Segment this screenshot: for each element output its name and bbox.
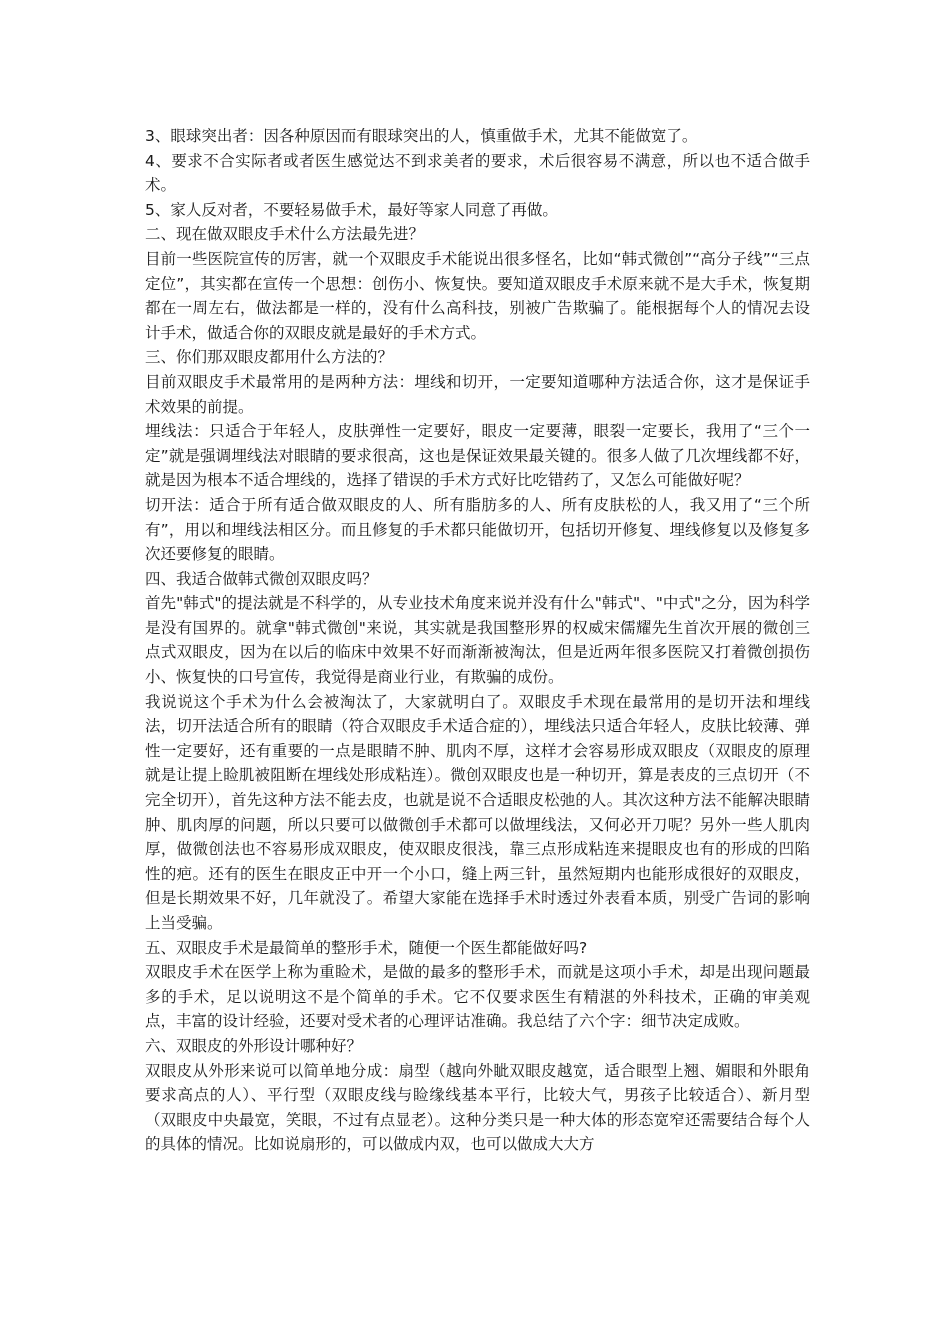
- paragraph-contraindication-3: 3、眼球突出者：因各种原因而有眼球突出的人，慎重做手术，尤其不能做宽了。: [145, 127, 698, 145]
- paragraph-section-4-body-1: 首先"韩式"的提法就是不科学的，从专业技术角度来说并没有什么"韩式"、"中式"之分，因为科学是没有国界的。就拿"韩式微创"来说，其实就是我国整形界的权威宋儒耀先生首次开展的微创三点式双眼皮，因为在以后的临床中效果不好而渐渐被淘汰，但是近两年很多医院又打着微创损伤小、恢复快的口号宣传，我觉得是商业行业，有欺骗的成份。: [145, 594, 810, 687]
- heading-section-6: 六、双眼皮的外形设计哪种好？: [145, 1036, 363, 1055]
- heading-section-5: 五、双眼皮手术是最简单的整形手术，随便一个医生都能做好吗?: [145, 938, 588, 957]
- paragraph-section-6-body: 双眼皮从外形来说可以简单地分成：扇型（越向外眦双眼皮越宽，适合眼型上翘、媚眼和外眼角要求高点的人）、平行型（双眼皮线与睑缘线基本平行，比较大气，男孩子比较适合）、新月型（双眼皮中央最宽，笑眼，不过有点显老）。这种分类只是一种大体的形态宽窄还需要结合每个人的具体的情况。比如说扇形的，可以做成内双，也可以做成大大方: [145, 1061, 810, 1154]
- paragraph-section-3-intro: 目前双眼皮手术最常用的是两种方法：埋线和切开，一定要知道哪种方法适合你，这才是保证手术效果的前提。: [145, 372, 810, 416]
- paragraph-suture-method: 埋线法：只适合于年轻人，皮肤弹性一定要好，眼皮一定要薄，眼裂一定要长，我用了“三个一定”就是强调埋线法对眼睛的要求很高，这也是保证效果最关键的。很多人做了几次埋线都不好，就是因为根本不适合埋线的，选择了错误的手术方式好比吃错药了，又怎么可能做好呢？: [145, 422, 810, 490]
- paragraph-incision-method: 切开法：适合于所有适合做双眼皮的人、所有脂肪多的人、所有皮肤松的人，我又用了“三个所有”，用以和埋线法相区分。而且修复的手术都只能做切开，包括切开修复、埋线修复以及修复多次还要修复的眼睛。: [145, 495, 810, 564]
- paragraph-contraindication-4: 4、要求不合实际者或者医生感觉达不到求美者的要求，术后很容易不满意，所以也不适合做手术。: [145, 151, 810, 195]
- paragraph-section-5-body: 双眼皮手术在医学上称为重睑术，是做的最多的整形手术，而就是这项小手术，却是出现问题最多的手术，足以说明这不是个简单的手术。它不仅要求医生有精湛的外科技术，正确的审美观点，丰富的设计经验，还要对受术者的心理评诂准确。我总结了六个字：细节决定成败。: [145, 963, 810, 1031]
- paragraph-contraindication-5: 5、家人反对者，不要轻易做手术，最好等家人同意了再做。: [145, 200, 558, 219]
- heading-section-3: 三、你们那双眼皮都用什么方法的？: [145, 348, 394, 367]
- paragraph-section-2-body: 目前一些医院宣传的厉害，就一个双眼皮手术能说出很多怪名，比如“韩式微创”“高分子线”“三点定位”，其实都在宣传一个思想：创伤小、恢复快。要知道双眼皮手术原来就不是大手术，恢复期都在一周左右，做法都是一样的，没有什么高科技，别被广告欺骗了。能根据每个人的情况去设计手术，做适合你的双眼皮就是最好的手术方式。: [145, 249, 810, 342]
- paragraph-section-4-body-2: 我说说这个手术为什么会被淘汰了，大家就明白了。双眼皮手术现在最常用的是切开法和埋线法，切开法适合所有的眼睛（符合双眼皮手术适合症的），埋线法只适合年轻人，皮肤比较薄、弹性一定要好，还有重要的一点是眼睛不肿、肌肉不厚，这样才会容易形成双眼皮（双眼皮的原理就是让提上睑肌被阻断在埋线处形成粘连）。微创双眼皮也是一种切开，算是表皮的三点切开（不完全切开），首先这种方法不能去皮，也就是说不合适眼皮松弛的人。其次这种方法不能解决眼睛肿、肌肉厚的问题，所以只要可以做微创手术都可以做埋线法，又何必开刀呢？另外一些人肌肉厚，做微创法也不容易形成双眼皮，使双眼皮很浅，靠三点形成粘连来提眼皮也有的形成的凹陷性的疤。还有的医生在眼皮正中开一个小口，缝上两三针，虽然短期内也能形成很好的双眼皮，但是长期效果不好，几年就没了。希望大家能在选择手术时透过外表看本质，别受广告词的影响上当受骗。: [145, 692, 810, 932]
- document-page: [145, 124, 810, 1157]
- heading-section-2: 二、现在做双眼皮手术什么方法最先进？: [145, 225, 425, 244]
- heading-section-4: 四、我适合做韩式微创双眼皮吗？: [145, 569, 378, 588]
